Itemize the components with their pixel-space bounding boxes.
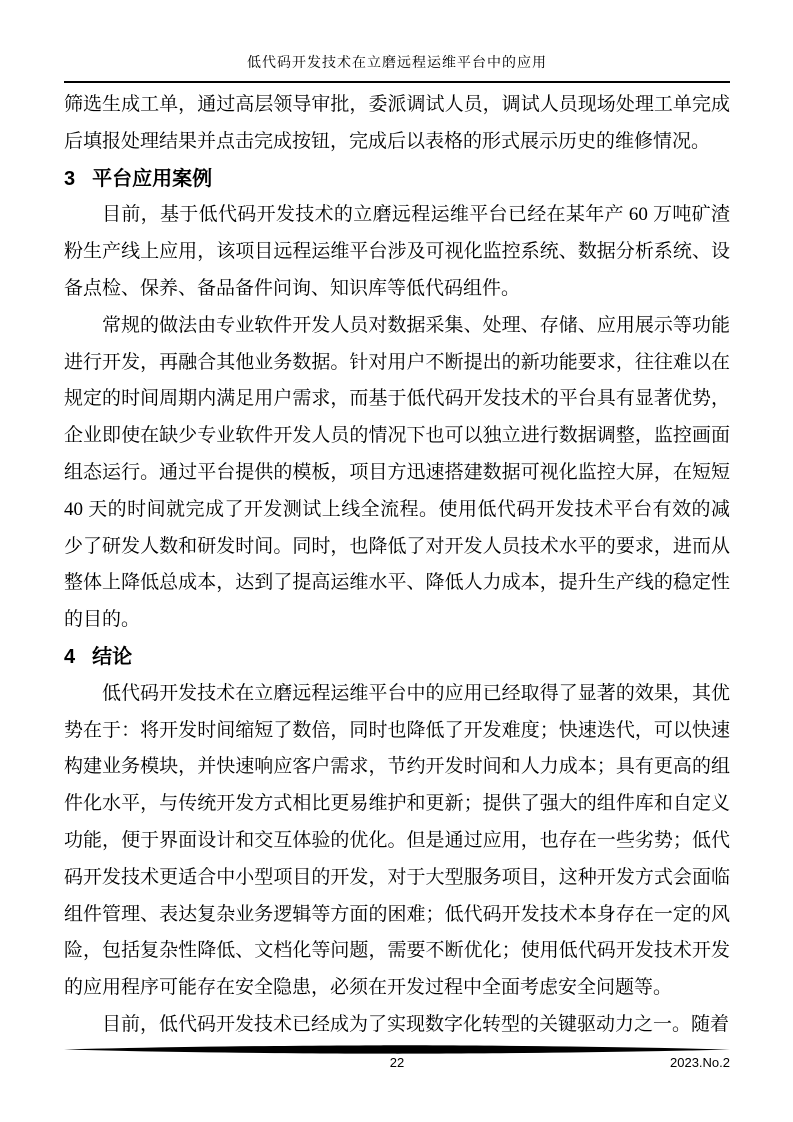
section-heading bbox=[64, 161, 730, 198]
body-content bbox=[64, 87, 730, 1044]
page-footer bbox=[64, 1045, 730, 1075]
section-number: 3 bbox=[64, 167, 76, 190]
body-paragraph: 目前，基于低代码开发技术的立磨远程运维平台已经在某年产 60 万吨矿渣粉生产线上应用，该项目远程运维平台涉及可视化监控系统、数据分析系统、设备点检、保养、备品备件问询、知识库等低代码组件。 bbox=[64, 204, 730, 299]
page-number: 22 bbox=[389, 1055, 405, 1070]
issue-label: 2023.No.2 bbox=[670, 1055, 730, 1070]
section-title: 结论 bbox=[92, 645, 133, 668]
section-title: 平台应用案例 bbox=[92, 167, 213, 190]
page-content bbox=[64, 54, 730, 1044]
body-paragraph: 低代码开发技术在立磨远程运维平台中的应用已经取得了显著的效果，其优势在于：将开发时间缩短了数倍，同时也降低了开发难度；快速迭代，可以快速构建业务模块，并快速响应客户需求，节约开发时间和人力成本；具有更高的组件化水平，与传统开发方式相比更易维护和更新；提供了强大的组件库和自定义功能，便于界面设计和交互体验的优化。但是通过应用，也存在一些劣势；低代码开发技术更适合中小型项目的开发，对于大型服务项目，这种开发方式会面临组件管理、表达复杂业务逻辑等方面的困难；低代码开发技术本身存在一定的风险，包括复杂性降低、文档化等问题，需要不断优化；使用低代码开发技术开发的应用程序可能存在安全隐患，必须在开发过程中全面考虑安全问题等。 bbox=[64, 682, 730, 999]
running-header-title: 低代码开发技术在立磨远程运维平台中的应用 bbox=[64, 54, 730, 83]
footer-divider-bar bbox=[64, 1045, 730, 1054]
body-paragraph: 筛选生成工单，通过高层领导审批，委派调试人员，调试人员现场处理工单完成后填报处理结果并点击完成按钮，完成后以表格的形式展示历史的维修情况。 bbox=[64, 94, 730, 152]
section-number: 4 bbox=[64, 645, 76, 668]
body-paragraph: 常规的做法由专业软件开发人员对数据采集、处理、存储、应用展示等功能进行开发，再融合其他业务数据。针对用户不断提出的新功能要求，往往难以在规定的时间周期内满足用户需求，而基于低代码开发技术的平台具有显著优势，企业即使在缺少专业软件开发人员的情况下也可以独立进行数据调整，监控画面组态运行。通过平台提供的模板，项目方迅速搭建数据可视化监控大屏，在短短 40 天的时间就完成了开发测试上线全流程。使用低代码开发技术平台有效的减少了研发人数和研发时间。同时，也降低了对开发人员技术水平的要求，进而从整体上降低总成本，达到了提高运维水平、降低人力成本，提升生产线的稳定性的目的。 bbox=[64, 314, 730, 631]
section-heading bbox=[64, 639, 730, 676]
footer-text-row bbox=[64, 1055, 730, 1075]
body-paragraph: 目前，低代码开发技术已经成为了实现数字化转型的关键驱动力之一。随着 bbox=[102, 1013, 730, 1035]
